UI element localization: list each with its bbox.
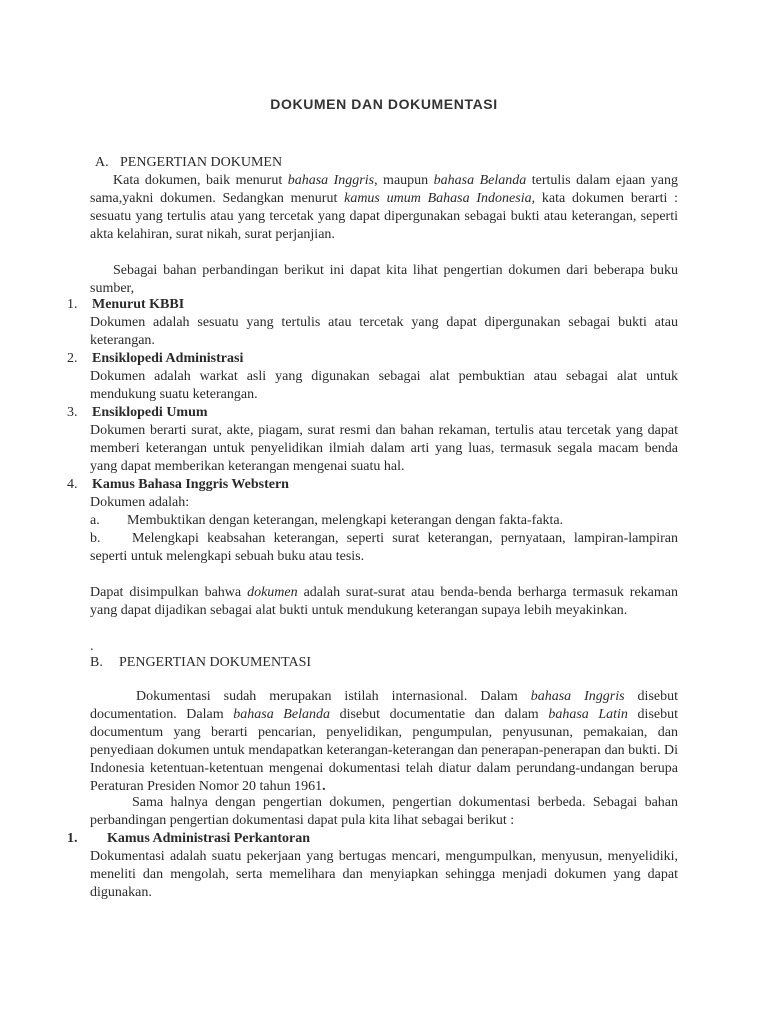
list-text-1: Dokumen adalah sesuatu yang tertulis atau tercetak yang dapat dipergunakan sebagai bukti atau keterangan. <box>90 315 678 348</box>
list-title-4: Kamus Bahasa Inggris Webstern <box>92 477 289 492</box>
section-b-list-number-1: 1. <box>67 831 78 846</box>
section-b-heading: PENGERTIAN DOKUMENTASI <box>119 655 312 670</box>
list-title-3: Ensiklopedi Umum <box>92 405 208 420</box>
list-number-1: 1. <box>67 297 78 312</box>
list-text-2: Dokumen adalah warkat asli yang digunakan sebagai alat pembuktian atau sebagai alat untuk mendukung suatu keterangan. <box>90 369 678 402</box>
conclusion-paragraph: Dapat disimpulkan bahwa dokumen adalah surat-surat atau benda-benda berharga termasuk rekaman yang dapat dijadikan sebagai alat bukti untuk mendukung keterangan supaya lebih meyakinkan. <box>90 585 678 618</box>
list-number-2: 2. <box>67 351 78 366</box>
list-title-2: Ensiklopedi Administrasi <box>92 351 244 366</box>
sub-item-b-marker: b. <box>90 531 101 546</box>
section-b-list-text-1: Dokumentasi adalah suatu pekerjaan yang bertugas mencari, mengumpulkan, menyusun, menyelidiki, meneliti dan mengolah, serta memelihara dan menyiapkan sehingga menjadi dokumen yang dapat digunakan. <box>90 849 678 900</box>
section-b-marker: B. <box>90 655 103 670</box>
sub-item-a-marker: a. <box>90 513 100 528</box>
list-text-3: Dokumen berarti surat, akte, piagam, surat resmi dan bahan rekaman, tertulis atau tercetak yang dapat memberi keterangan untuk penyelidikan ilmiah dalam arti yang luas, termasuk segala macam benda yang dapat memberikan keterangan mengenai suatu hal. <box>90 423 678 474</box>
section-a-paragraph-2: Sebagai bahan perbandingan berikut ini dapat kita lihat pengertian dokumen dari beberapa buku sumber, <box>90 263 678 296</box>
list-number-4: 4. <box>67 477 78 492</box>
section-b-paragraph-2: Sama halnya dengan pengertian dokumen, pengertian dokumentasi berbeda. Sebagai bahan perbandingan pengertian dokumentasi dapat pula kita lihat sebagai berikut : <box>90 795 678 828</box>
page-title: DOKUMEN DAN DOKUMENTASI <box>270 96 498 112</box>
stray-dot: . <box>90 639 94 654</box>
list-text-4: Dokumen adalah: <box>90 495 190 510</box>
section-b-list-title-1: Kamus Administrasi Perkantoran <box>107 831 311 846</box>
section-a-heading: PENGERTIAN DOKUMEN <box>120 155 283 170</box>
sub-item-a-text: Membuktikan dengan keterangan, melengkapi keterangan dengan fakta-fakta. <box>127 513 564 528</box>
list-number-3: 3. <box>67 405 78 420</box>
section-a-marker: A. <box>95 155 109 170</box>
sub-item-b-text: Melengkapi keabsahan keterangan, seperti surat keterangan, pernyataan, lampiran-lampiran seperti untuk melengkapi sebuah buku atau tesis. <box>90 531 678 564</box>
section-a-paragraph-1: Kata dokumen, baik menurut bahasa Inggris, maupun bahasa Belanda tertulis dalam ejaan yang sama,yakni dokumen. Sedangkan menurut kamus umum Bahasa Indonesia, kata dokumen berarti : sesuatu yang tertulis atau yang tercetak yang dapat dipergunakan sebagai bukti atau keterangan, seperti akta kelahiran, surat nikah, surat perjanjian. <box>90 173 678 242</box>
section-b-paragraph-1: Dokumentasi sudah merupakan istilah internasional. Dalam bahasa Inggris disebut documentation. Dalam bahasa Belanda disebut documentatie dan dalam bahasa Latin disebut documentum yang berarti pencarian, penyelidikan, pengumpulan, penyusunan, pemakaian, dan penyediaan dokumen untuk mendapatkan keterangan-keterangan dan penerapan-penerapan dan bukti. Di Indonesia ketentuan-ketentuan mengenai dokumentasi telah diatur dalam perundang-undangan berupa Peraturan Presiden Nomor 20 tahun 1961. <box>90 689 678 794</box>
list-title-1: Menurut KBBI <box>92 297 185 312</box>
